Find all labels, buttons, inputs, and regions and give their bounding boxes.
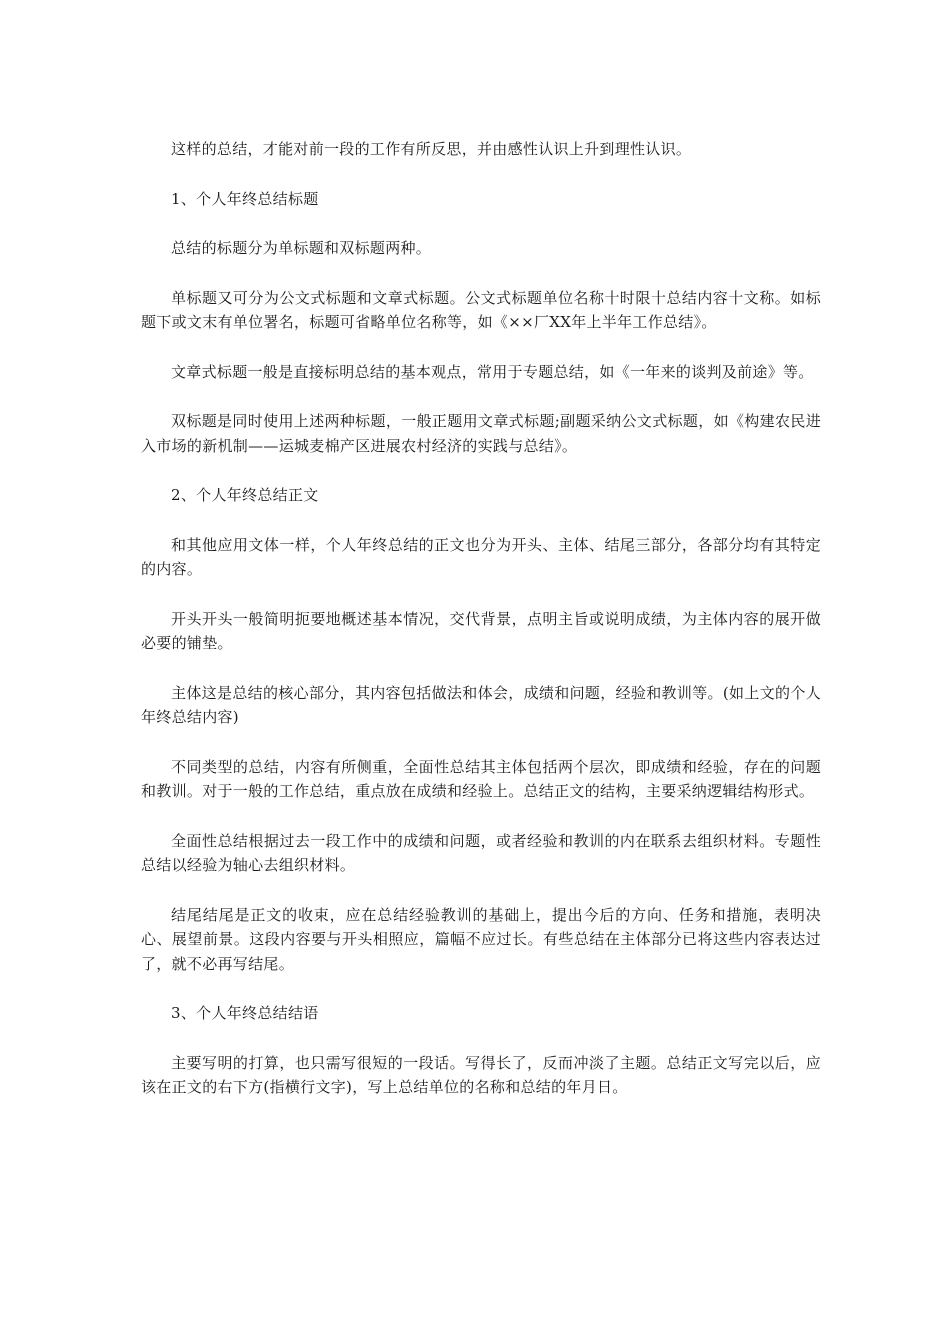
paragraph-main-body: 主体这是总结的核心部分，其内容包括做法和体会，成绩和问题，经验和教训等。(如上文的个人年终总结内容)	[141, 683, 821, 726]
paragraph-article-title: 文章式标题一般是直接标明总结的基本观点，常用于专题总结，如《一年来的谈判及前途》等。	[171, 362, 814, 381]
paragraph-opening: 开头开头一般简明扼要地概述基本情况，交代背景，点明主旨或说明成绩，为主体内容的展开做必要的铺垫。	[141, 609, 821, 652]
paragraph-double-title: 双标题是同时使用上述两种标题，一般正题用文章式标题;副题采纳公文式标题，如《构建农民进入市场的新机制——运城麦棉产区进展农村经济的实践与总结》。	[141, 412, 821, 455]
section-heading-body: 2、个人年终总结正文	[171, 486, 319, 504]
section-heading-title: 1、个人年终总结标题	[171, 189, 319, 208]
paragraph-intro: 这样的总结，才能对前一段的工作有所反思，并由感性认识上升到理性认识。	[171, 140, 692, 158]
paragraph-body-parts: 和其他应用文体一样，个人年终总结的正文也分为开头、主体、结尾三部分，各部分均有其特定的内容。	[141, 535, 821, 578]
paragraph-types-focus: 不同类型的总结，内容有所侧重，全面性总结其主体包括两个层次，即成绩和经验，存在的问题和教训。对于一般的工作总结，重点放在成绩和经验上。总结正文的结构，主要采纳逻辑结构形式。	[141, 757, 821, 800]
section-heading-conclusion: 3、个人年终总结结语	[171, 1004, 319, 1022]
paragraph-title-types: 总结的标题分为单标题和双标题两种。	[171, 239, 432, 257]
paragraph-conclusion: 主要写明的打算，也只需写很短的一段话。写得长了，反而冲淡了主题。总结正文写完以后，应该在正文的右下方(指横行文字)，写上总结单位的名称和总结的年月日。	[141, 1053, 821, 1096]
document-page	[141, 137, 821, 1125]
paragraph-comprehensive: 全面性总结根据过去一段工作中的成绩和问题，或者经验和教训的内在联系去组织材料。专题性总结以经验为轴心去组织材料。	[141, 831, 821, 874]
paragraph-ending: 结尾结尾是正文的收束，应在总结经验教训的基础上，提出今后的方向、任务和措施，表明决心、展望前景。这段内容要与开头相照应，篇幅不应过长。有些总结在主体部分已将这些内容表达过了，就不必再写结尾。	[141, 905, 821, 973]
paragraph-single-title: 单标题又可分为公文式标题和文章式标题。公文式标题单位名称十时限十总结内容十文称。如标题下或文末有单位署名，标题可省略单位名称等，如《××厂XX年上半年工作总结》。	[141, 288, 821, 331]
